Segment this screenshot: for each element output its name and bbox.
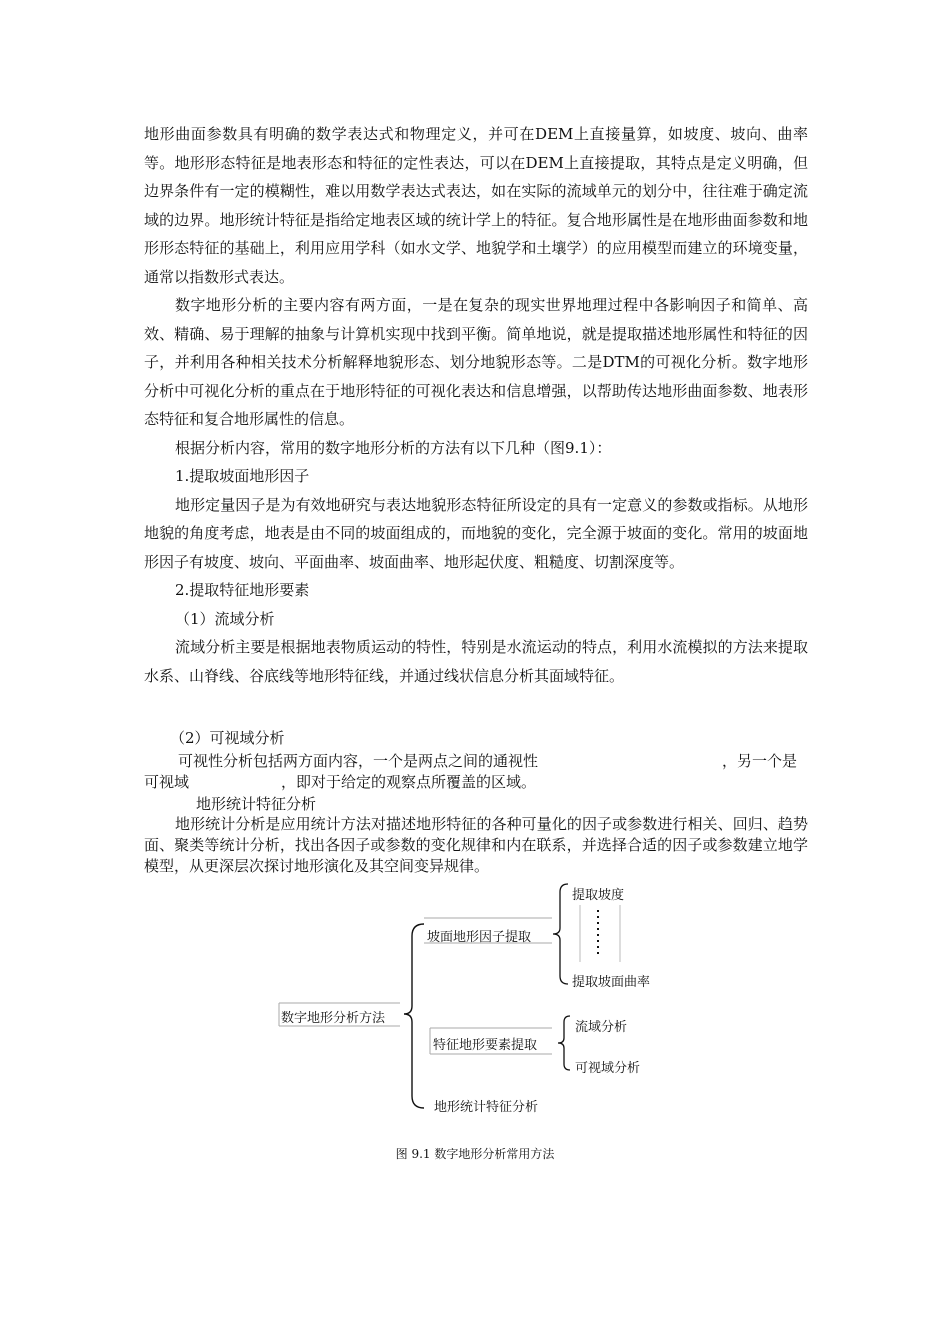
branch1-top-label: 提取坡度 [572,888,625,903]
branch1-label: 坡面地形因子提取 [427,930,532,945]
heading-2b: （2）可视域分析 [170,729,285,747]
heading-2: 2.提取特征地形要素 [175,581,310,599]
paragraph-1: 地形曲面参数具有明确的数学表达式和物理定义，并可在DEM上直接量算，如坡度、坡向、曲率等。地形形态特征是地表形态和特征的定性表达，可以在DEM上直接提取，其特点是定义明确，但边界条件有一定的模糊性，难以用数学表达式表达，如在实际的流域单元的划分中，往往难于确定流域的边界。地形统计特征是指给定地表区域的统计学上的特征。复合地形属性是在地形曲面参数和地形形态特征的基础上，利用应用学科（如水文学、地貌学和土壤学）的应用模型而建立的环境变量，通常以指数形式表达。 [144,125,808,286]
paragraph-5: 流域分析主要是根据地表物质运动的特性，特别是水流运动的特点，利用水流模拟的方法来提取水系、山脊线、谷底线等地形特征线，并通过线状信息分析其面域特征。 [144,638,808,685]
branch2-bottom-label: 可视域分析 [575,1061,641,1076]
heading-2a: （1）流域分析 [175,609,275,628]
paragraph-7: 地形统计分析是应用统计方法对描述地形特征的各种可量化的因子或参数进行相关、回归、趋势面、聚类等统计分析，找出各因子或参数的变化规律和内在联系，并选择合适的因子或参数建立地学模型，从更深层次探讨地形演化及其空间变异规律。 [144,815,808,875]
paragraph-3: 根据分析内容，常用的数字地形分析的方法有以下几种（图9.1）： [175,438,612,457]
branch2-brace [558,1016,570,1070]
branch2-label: 特征地形要素提取 [433,1038,538,1053]
paragraph-4: 地形定量因子是为有效地研究与表达地貌形态特征所设定的具有一定意义的参数或指标。从地形地貌的角度考虑，地表是由不同的坡面组成的，而地貌的变化，完全源于坡面的变化。常用的坡面地形因子有坡度、坡向、平面曲率、坡面曲率、地形起伏度、粗糙度、切割深度等。 [144,495,808,571]
paragraph-6d: ，即对于给定的观察点所覆盖的区域。 [281,773,537,791]
root-label: 数字地形分析方法 [281,1011,386,1026]
text-block-2 [144,814,808,877]
branch1-brace [553,884,568,984]
branch1-bottom-label: 提取坡面曲率 [572,975,651,990]
paragraph-6b: ，另一个是 [722,752,798,770]
paragraph-6c: 可视域 [144,773,190,791]
heading-1: 1.提取坡面地形因子 [175,467,310,485]
figure-caption: 图 9.1 数字地形分析常用方法 [395,1147,555,1161]
heading-3: 地形统计特征分析 [196,795,317,813]
branch2-top-label: 流域分析 [575,1020,628,1035]
paragraph-6a: 可视性分析包括两方面内容，一个是两点之间的通视性 [178,752,539,770]
main-brace [404,924,424,1108]
branch3-label: 地形统计特征分析 [434,1100,539,1115]
text-block-1 [144,120,808,690]
paragraph-2: 数字地形分析的主要内容有两方面，一是在复杂的现实世界地理过程中各影响因子和简单、高效、精确、易于理解的抽象与计算机实现中找到平衡。简单地说，就是提取描述地形属性和特征的因子，并利用各种相关技术分析解释地貌形态、划分地貌形态等。二是DTM的可视化分析。数字地形分析中可视化分析的重点在于地形特征的可视化表达和信息增强，以帮助传达地形曲面参数、地表形态特征和复合地形属性的信息。 [144,296,808,428]
